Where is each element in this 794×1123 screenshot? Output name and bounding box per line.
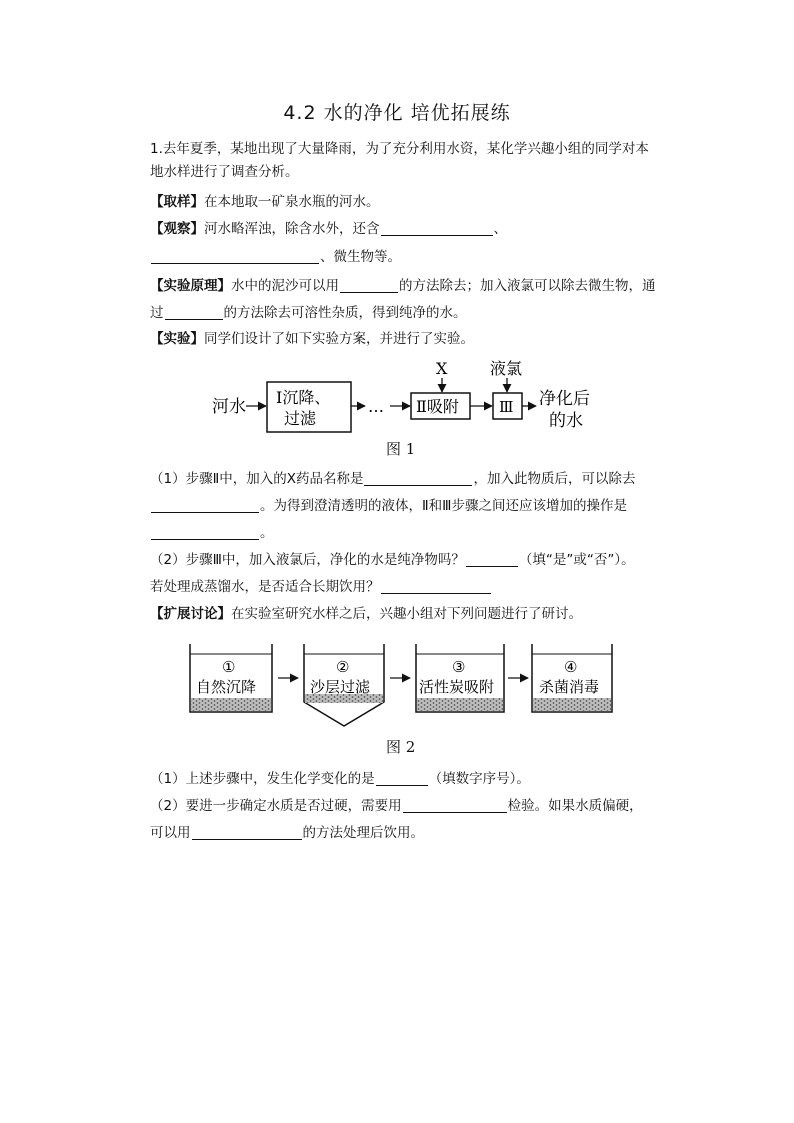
s1-c: 。为得到澄清透明的液体，Ⅱ和Ⅲ步骤之间还应该增加的操作是	[260, 498, 627, 514]
extend-line	[150, 605, 582, 623]
e1-line	[150, 770, 530, 788]
blank-s1-2[interactable]	[151, 498, 259, 513]
observe-tag: 【观察】	[150, 221, 204, 237]
e2-a: （2）要进一步确定水质是否过硬，需要用	[150, 798, 402, 814]
principle-line1	[150, 277, 656, 295]
blank-principle-1[interactable]	[340, 278, 398, 293]
fig1-input: 河水	[212, 397, 246, 417]
fig1-step1-line1: Ⅰ沉降、	[276, 388, 331, 407]
blank-observe-2[interactable]	[151, 249, 319, 264]
figure2-caption: 图 2	[386, 738, 416, 756]
blank-e2-1[interactable]	[403, 798, 507, 813]
fig2-container-1	[190, 644, 272, 712]
s1-d: 。	[260, 525, 274, 541]
q1-intro-line1: 1.去年夏季，某地出现了大量降雨，为了充分利用水资，某化学兴趣小组的同学对本	[150, 141, 649, 157]
s2-line1	[150, 551, 635, 569]
e2-c: 可以用	[150, 825, 191, 841]
fig2-label-4: 杀菌消毒	[539, 678, 600, 696]
experiment-tag: 【实验】	[150, 331, 204, 347]
fig2-container-3	[416, 644, 504, 712]
principle-line2	[150, 304, 467, 322]
figure2-diagram	[186, 642, 616, 730]
blank-s1-3[interactable]	[151, 525, 259, 540]
blank-e2-2[interactable]	[192, 825, 302, 840]
observe-text: 河水略浑浊，除含水外，还含	[204, 221, 380, 237]
fig1-reagent-cl: 液氯	[490, 359, 523, 378]
observe-sep: 、	[493, 221, 507, 237]
blank-s2-2[interactable]	[381, 579, 491, 594]
fig2-num-3: ③	[452, 658, 466, 676]
fig2-label-3: 活性炭吸附	[419, 678, 495, 696]
e2-line1	[150, 797, 643, 815]
principle-a: 水中的泥沙可以用	[231, 278, 339, 294]
sampling-line	[150, 193, 380, 211]
s1-line3	[150, 524, 274, 542]
e2-d: 的方法处理后饮用。	[302, 825, 424, 841]
e1-b: （填数字序号）。	[428, 771, 530, 787]
fig2-num-4: ④	[564, 658, 578, 676]
fig1-reagent-x: X	[436, 359, 448, 378]
blank-e1[interactable]	[376, 771, 428, 786]
observe-line	[150, 220, 507, 238]
fig2-container-4	[532, 644, 612, 712]
s1-b: ，加入此物质后，可以除去	[473, 471, 636, 487]
s2-c: 若处理成蒸馏水，是否适合长期饮用？	[150, 579, 380, 595]
e2-line2	[150, 824, 424, 842]
s2-b: （填“是”或“否”）。	[518, 552, 635, 568]
page-title: 4.2 水的净化 培优拓展练	[283, 102, 511, 124]
fig1-output-line2: 的水	[549, 411, 583, 431]
s1-a: （1）步骤Ⅱ中，加入的X药品名称是	[150, 471, 364, 487]
fig2-label-2: 沙层过滤	[310, 678, 371, 696]
e2-b: 检验。如果水质偏硬，	[507, 798, 643, 814]
observe-end: 、微生物等。	[320, 249, 401, 265]
s1-line2	[150, 497, 627, 515]
s1-line1	[150, 470, 635, 488]
extend-tag: 【扩展讨论】	[150, 606, 231, 622]
observe-line2	[150, 248, 401, 266]
fig1-output-line1: 净化后	[539, 389, 590, 409]
fig2-label-1: 自然沉降	[196, 678, 257, 696]
fig2-num-1: ①	[222, 658, 236, 676]
fig2-num-2: ②	[336, 658, 350, 676]
fig2-container-2	[304, 644, 384, 726]
s2-line2	[150, 578, 492, 596]
blank-s1-1[interactable]	[364, 471, 472, 486]
extend-text: 在实验室研究水样之后，兴趣小组对下列问题进行了研讨。	[231, 606, 582, 622]
experiment-line	[150, 330, 474, 348]
fig1-step2: Ⅱ吸附	[416, 397, 459, 416]
e1-a: （1）上述步骤中，发生化学变化的是	[150, 771, 375, 787]
figure1-caption: 图 1	[386, 440, 416, 458]
s2-a: （2）步骤Ⅲ中，加入液氯后，净化的水是纯净物吗？	[150, 552, 465, 568]
sampling-text: 在本地取一矿泉水瓶的河水。	[204, 194, 380, 210]
fig1-ellipsis: …	[368, 397, 384, 416]
principle-b: 的方法除去；加入液氯可以除去微生物，通	[399, 278, 656, 294]
fig1-step1-line2: 过滤	[284, 409, 317, 428]
principle-tag: 【实验原理】	[150, 278, 231, 294]
blank-observe-1[interactable]	[381, 221, 493, 236]
principle-d: 的方法除去可溶性杂质，得到纯净的水。	[223, 305, 467, 321]
sampling-tag: 【取样】	[150, 194, 204, 210]
experiment-text: 同学们设计了如下实验方案，并进行了实验。	[204, 331, 474, 347]
blank-s2-1[interactable]	[466, 552, 518, 567]
q1-intro-line2: 地水样进行了调查分析。	[150, 164, 299, 180]
blank-principle-2[interactable]	[165, 305, 223, 320]
principle-c: 过	[150, 305, 164, 321]
fig1-step3: Ⅲ	[499, 398, 514, 416]
